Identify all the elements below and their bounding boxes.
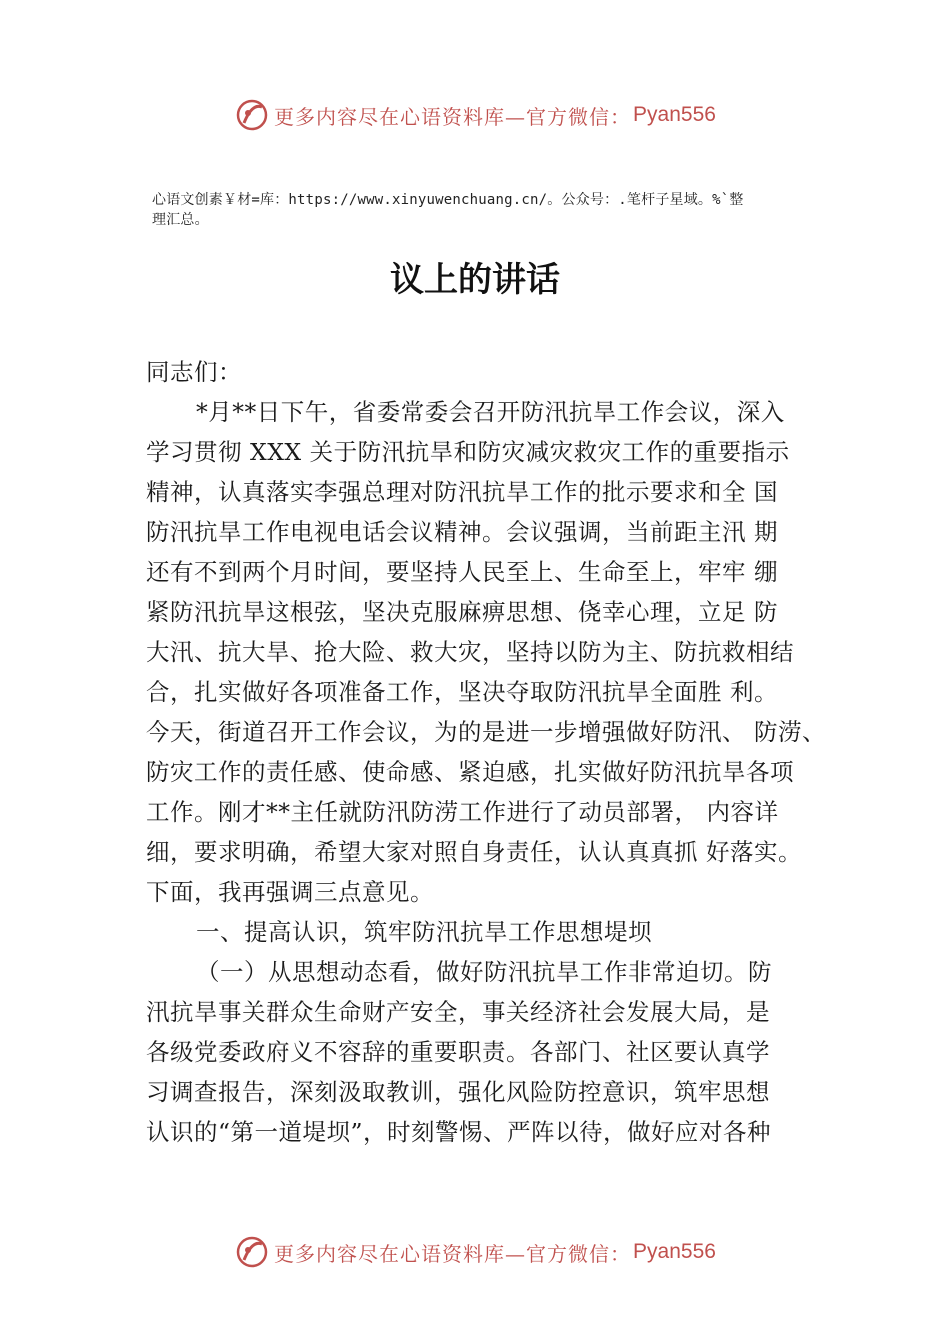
text-line: 防汛抗旱工作电视电话会议精神。会议强调，当前距主汛 期 [146, 518, 778, 546]
text-line: 习调查报告，深刻汲取教训，强化风险防控意识，筑牢思想 [146, 1078, 770, 1106]
text-line: 大汛、抗大旱、抢大险、救大灾，坚持以防为主、防抗救相结 [146, 638, 794, 666]
text-line: 紧防汛抗旱这根弦，坚决克服麻痹思想、侥幸心理，立足 防 [146, 598, 778, 626]
text-line: 防灾工作的责任感、使命感、紧迫感，扎实做好防汛抗旱各项 [146, 758, 794, 786]
text-line: 细，要求明确，希望大家对照自身责任，认认真真抓 好落实。 [146, 838, 802, 866]
text-line: 各级党委政府义不容辞的重要职责。各部门、社区要认真学 [146, 1038, 770, 1066]
text-line: *月**日下午，省委常委会召开防汛抗旱工作会议，深入 [196, 398, 785, 426]
header-banner [0, 95, 950, 135]
text-line: 合，扎实做好各项准备工作，坚决夺取防汛抗旱全面胜 利。 [146, 678, 778, 706]
text-line: 下面，我再强调三点意见。 [146, 878, 434, 906]
text-line: 今天，街道召开工作会议，为的是进一步增强做好防汛、 防涝、 [146, 718, 826, 746]
text-line: 汛抗旱事关群众生命财产安全，事关经济社会发展大局，是 [146, 998, 770, 1026]
text-line: 工作。刚才**主任就防汛防涝工作进行了动员部署， 内容详 [146, 798, 779, 826]
text-line: 还有不到两个月时间，要坚持人民至上、生命至上，牢牢 绷 [146, 558, 778, 586]
source-note: 心语文创素￥材=库：https://www.xinyuwenchuang.cn/。公众号：.笔杆子星域。%`整 理汇总。 [152, 192, 744, 228]
text-line: （一）从思想动态看，做好防汛抗旱工作非常迫切。防 [196, 958, 772, 986]
text-line: 精神，认真落实李强总理对防汛抗旱工作的批示要求和全 国 [146, 478, 778, 506]
text-line: 学习贯彻 XXX 关于防汛抗旱和防灾减灾救灾工作的重要指示 [146, 438, 790, 466]
footer-banner [0, 1232, 950, 1272]
document-title: 议上的讲话 [390, 260, 560, 300]
logo-icon [234, 1234, 270, 1270]
text-line: 认识的“第一道堤坝”，时刻警惕、严阵以待，做好应对各种 [146, 1118, 772, 1146]
banner-text: 更多内容尽在心语资料库—官方微信： [274, 104, 632, 129]
document-body [146, 352, 836, 1152]
banner-text: 更多内容尽在心语资料库—官方微信： [274, 1241, 632, 1266]
banner-wechat-id: Pyan556 [633, 103, 716, 126]
text-line: 同志们： [146, 358, 242, 386]
logo-icon [234, 97, 270, 133]
text-line: 一、提高认识，筑牢防汛抗旱工作思想堤坝 [196, 918, 652, 946]
banner-wechat-id: Pyan556 [633, 1240, 716, 1263]
